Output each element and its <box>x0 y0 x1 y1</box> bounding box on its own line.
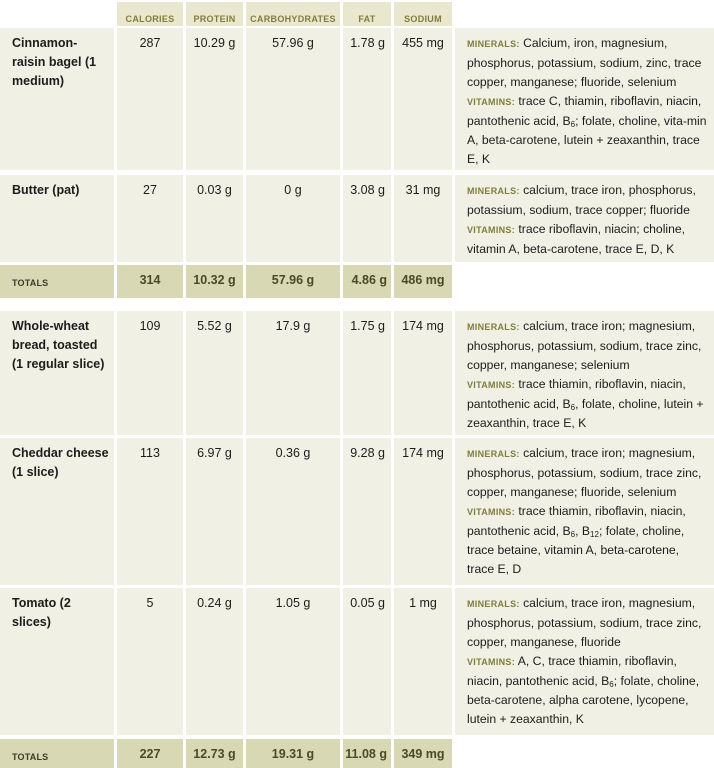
nutrients-cell <box>455 588 714 735</box>
header-calories: CALORIES <box>117 2 183 26</box>
vitamins-label: VITAMINS: <box>467 380 516 390</box>
totals-label: TOTALS <box>0 739 114 768</box>
vitamins-text: A, C, trace thiamin, riboflavin, niacin, pantothenic acid, $B_6$; folate, choline, beta-carotene, alpha carotene, lycopene, lutein + zeaxanthin, K <box>467 654 700 726</box>
total-carbs-value: 57.96 g <box>246 265 340 298</box>
calories-value: 287 <box>117 28 183 170</box>
total-sodium-value: 349 mg <box>394 739 452 768</box>
protein-value: 10.29 g <box>186 28 243 170</box>
nutrients-cell <box>455 28 714 170</box>
fat-value: 9.28 g <box>343 438 391 585</box>
vitamins-label: VITAMINS: <box>467 225 516 235</box>
vitamins-label: VITAMINS: <box>467 657 516 667</box>
protein-value: 6.97 g <box>186 438 243 585</box>
carbs-value: 0.36 g <box>246 438 340 585</box>
minerals-label: MINERALS: <box>467 599 520 609</box>
minerals-text: calcium, trace iron; magnesium, phosphorus, potassium, sodium, trace zinc, copper, manganese; fluoride, selenium <box>467 446 702 499</box>
sodium-value: 1 mg <box>394 588 452 735</box>
vitamins-text: trace C, thiamin, riboflavin, niacin, pantothenic acid, $B_6$; folate, choline, vita-min A, beta-carotene, lutein + zeaxanthin, trace E, K <box>467 94 707 166</box>
carbs-value: 1.05 g <box>246 588 340 735</box>
vitamins-text: trace thiamin, riboflavin, niacin, pantothenic acid, $B_6$, $B_{12}$; folate, choline, trace betaine, vitamin A, beta-carotene, trace E, D <box>467 504 686 576</box>
minerals-label: MINERALS: <box>467 322 520 332</box>
fat-value: 1.75 g <box>343 311 391 435</box>
totals-label: TOTALS <box>0 265 114 298</box>
calories-value: 109 <box>117 311 183 435</box>
carbs-value: 57.96 g <box>246 28 340 170</box>
carbs-value: 17.9 g <box>246 311 340 435</box>
protein-value: 0.03 g <box>186 175 243 262</box>
header-fat: FAT <box>343 2 391 26</box>
header-sodium: SODIUM <box>394 2 452 26</box>
nutrients-cell <box>455 438 714 585</box>
calories-value: 113 <box>117 438 183 585</box>
header-carbohydrates: CARBOHYDRATES <box>246 2 340 26</box>
minerals-text: calcium, trace iron, magnesium, phosphorus, potassium, sodium, trace zinc, copper, manganese, fluoride <box>467 596 702 649</box>
minerals-label: MINERALS: <box>467 39 520 49</box>
total-calories-value: 227 <box>117 739 183 768</box>
calories-value: 27 <box>117 175 183 262</box>
sodium-value: 174 mg <box>394 438 452 585</box>
vitamins-text: trace riboflavin, niacin; choline, vitamin A, beta-carotene, trace E, D, K <box>467 222 686 256</box>
food-name: Cinnamon-raisin bagel (1 medium) <box>0 28 114 170</box>
total-fat-value: 4.86 g <box>343 265 391 298</box>
sodium-value: 31 mg <box>394 175 452 262</box>
minerals-label: MINERALS: <box>467 449 520 459</box>
vitamins-text: trace thiamin, riboflavin, niacin, pantothenic acid, $B_6$, folate, choline, lutein + zeaxanthin, trace E, K <box>467 377 704 430</box>
minerals-label: MINERALS: <box>467 186 520 196</box>
sodium-value: 174 mg <box>394 311 452 435</box>
fat-value: 3.08 g <box>343 175 391 262</box>
total-fat-value: 11.08 g <box>343 739 391 768</box>
food-name: Tomato (2 slices) <box>0 588 114 735</box>
header-protein: PROTEIN <box>186 2 243 26</box>
food-name: Cheddar cheese (1 slice) <box>0 438 114 585</box>
vitamins-label: VITAMINS: <box>467 97 516 107</box>
minerals-text: Calcium, iron, magnesium, phosphorus, potassium, sodium, zinc, trace copper, manganese; fluoride, selenium <box>467 36 702 89</box>
protein-value: 0.24 g <box>186 588 243 735</box>
total-sodium-value: 486 mg <box>394 265 452 298</box>
food-name: Butter (pat) <box>0 175 114 262</box>
minerals-text: calcium, trace iron, phosphorus, potassium, sodium, trace copper; fluoride <box>467 183 696 217</box>
nutrients-cell <box>455 311 714 435</box>
total-protein-value: 12.73 g <box>186 739 243 768</box>
minerals-text: calcium, trace iron; magnesium, phosphorus, potassium, sodium, trace zinc, copper, manganese; selenium <box>467 319 702 372</box>
total-protein-value: 10.32 g <box>186 265 243 298</box>
total-carbs-value: 19.31 g <box>246 739 340 768</box>
carbs-value: 0 g <box>246 175 340 262</box>
nutrients-cell <box>455 175 714 262</box>
total-calories-value: 314 <box>117 265 183 298</box>
protein-value: 5.52 g <box>186 311 243 435</box>
food-name: Whole-wheat bread, toasted (1 regular slice) <box>0 311 114 435</box>
vitamins-label: VITAMINS: <box>467 507 516 517</box>
sodium-value: 455 mg <box>394 28 452 170</box>
fat-value: 0.05 g <box>343 588 391 735</box>
fat-value: 1.78 g <box>343 28 391 170</box>
calories-value: 5 <box>117 588 183 735</box>
